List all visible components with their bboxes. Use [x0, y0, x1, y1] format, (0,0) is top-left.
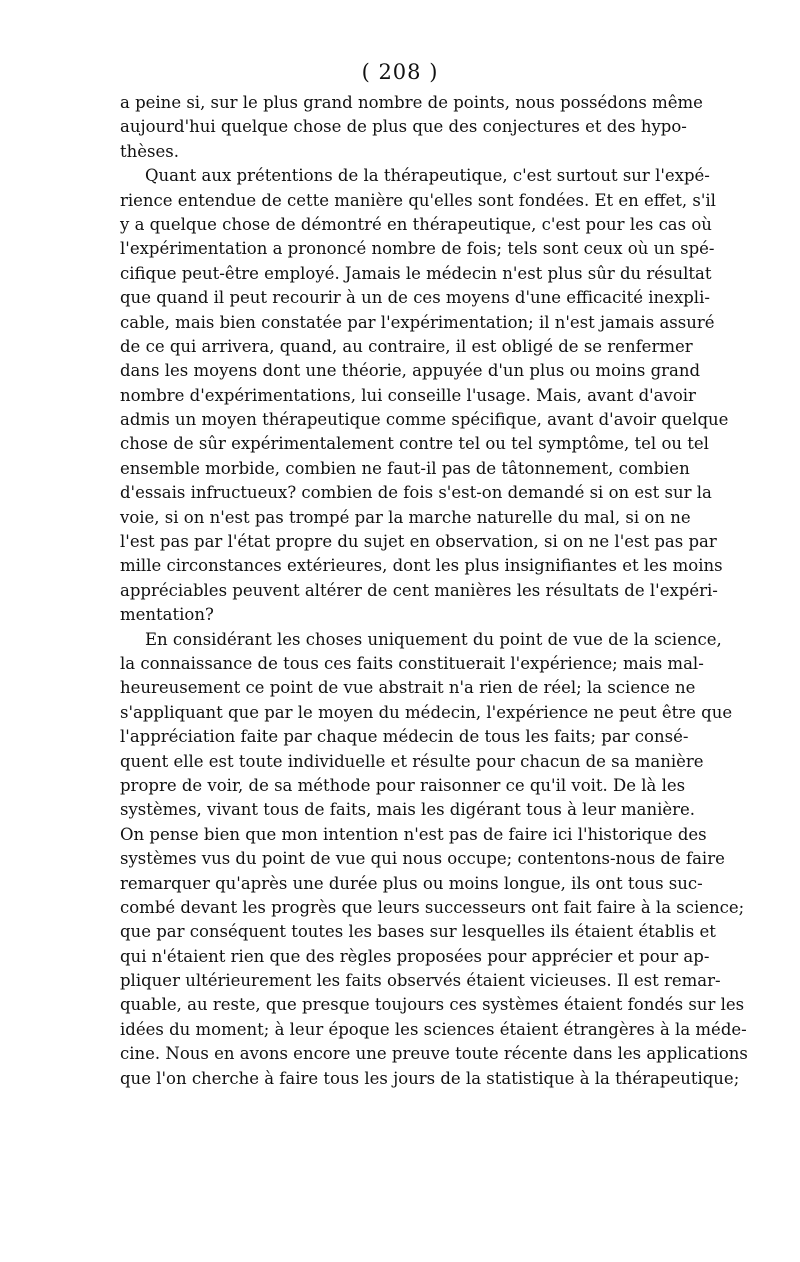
text-line: On pense bien que mon intention n'est pas de faire ici l'historique des — [120, 824, 707, 844]
text-line: cable, mais bien constatée par l'expérimentation; il n'est jamais assuré — [120, 312, 715, 332]
text-line: l'expérimentation a prononcé nombre de fois; tels sont ceux où un spé- — [120, 239, 715, 259]
text-line: que quand il peut recourir à un de ces moyens d'une efficacité inexpli- — [120, 288, 710, 308]
text-line: qui n'étaient rien que des règles proposées pour apprécier et pour ap- — [120, 946, 710, 966]
text-line: systèmes, vivant tous de faits, mais les digérant tous à leur manière. — [120, 800, 696, 820]
text-line: que l'on cherche à faire tous les jours de la statistique à la thérapeutique; — [120, 1068, 740, 1088]
text-line: quable, au reste, que presque toujours ces systèmes étaient fondés sur les — [120, 995, 745, 1015]
text-line: aujourd'hui quelque chose de plus que des conjectures et des hypo- — [120, 117, 687, 137]
text-line: la connaissance de tous ces faits constituerait l'expérience; mais mal- — [120, 653, 704, 673]
text-line: remarquer qu'après une durée plus ou moins longue, ils ont tous suc- — [120, 873, 703, 893]
text-line: d'essais infructueux? combien de fois s'est-on demandé si on est sur la — [120, 483, 712, 503]
text-line: cine. Nous en avons encore une preuve toute récente dans les applications — [120, 1044, 748, 1064]
text-line: nombre d'expérimentations, lui conseille l'usage. Mais, avant d'avoir — [120, 385, 696, 405]
text-line: mentation? — [120, 605, 214, 625]
text-line: s'appliquant que par le moyen du médecin, l'expérience ne peut être que — [120, 702, 733, 722]
text-line: heureusement ce point de vue abstrait n'a rien de réel; la science ne — [120, 678, 696, 698]
text-line: admis un moyen thérapeutique comme spécifique, avant d'avoir quelque — [120, 410, 729, 430]
text-line: dans les moyens dont une théorie, appuyée d'un plus ou moins grand — [120, 361, 701, 381]
text-line: rience entendue de cette manière qu'elles sont fondées. Et en effet, s'il — [120, 190, 716, 210]
text-line: mille circonstances extérieures, dont les plus insignifiantes et les moins — [120, 556, 723, 576]
text-line: idées du moment; à leur époque les sciences étaient étrangères à la méde- — [120, 1019, 747, 1039]
text-line: chose de sûr expérimentalement contre tel ou tel symptôme, tel ou tel — [120, 434, 709, 454]
text-line: thèses. — [120, 141, 179, 161]
page-number: ( 208 ) — [361, 60, 439, 84]
text-line: a peine si, sur le plus grand nombre de points, nous possédons même — [120, 93, 703, 112]
text-line: y a quelque chose de démontré en thérapeutique, c'est pour les cas où — [120, 214, 712, 234]
text-line: pliquer ultérieurement les faits observés étaient vicieuses. Il est remar- — [120, 971, 721, 991]
paragraph-2 — [120, 164, 729, 627]
text-line: de ce qui arrivera, quand, au contraire, il est obligé de se renfermer — [120, 336, 693, 356]
paragraph-3 — [120, 628, 748, 1091]
text-line: appréciables peuvent altérer de cent manières les résultats de l'expéri- — [120, 580, 718, 600]
text-line: l'appréciation faite par chaque médecin de tous les faits; par consé- — [120, 727, 689, 747]
text-line: systèmes vus du point de vue qui nous occupe; contentons-nous de faire — [120, 849, 725, 869]
text-line: ensemble morbide, combien ne faut-il pas de tâtonnement, combien — [120, 458, 690, 478]
text-line: l'est pas par l'état propre du sujet en observation, si on ne l'est pas par — [120, 532, 717, 552]
body-text — [120, 91, 748, 1091]
text-line: propre de voir, de sa méthode pour raisonner ce qu'il voit. De là les — [120, 775, 686, 795]
text-line: voie, si on n'est pas trompé par la marche naturelle du mal, si on ne — [120, 507, 691, 527]
text-line: quent elle est toute individuelle et résulte pour chacun de sa manière — [120, 751, 704, 771]
paragraph-1 — [120, 91, 703, 164]
text-line: Quant aux prétentions de la thérapeutique, c'est surtout sur l'expé- — [145, 166, 710, 186]
text-line: combé devant les progrès que leurs successeurs ont fait faire à la science; — [120, 897, 745, 917]
text-line: que par conséquent toutes les bases sur lesquelles ils étaient établis et — [120, 922, 716, 942]
text-line: cifique peut-être employé. Jamais le médecin n'est plus sûr du résultat — [120, 263, 712, 283]
text-line: En considérant les choses uniquement du point de vue de la science, — [145, 629, 722, 649]
